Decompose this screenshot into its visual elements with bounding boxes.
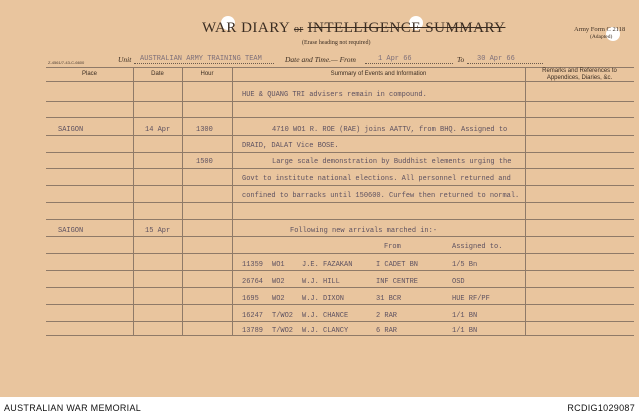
from-dotted-line [365,63,453,64]
row-rule [46,185,634,186]
col-divider-3 [232,67,233,335]
print-code: Z-4561/7-43-C-6600 [48,60,85,65]
row-rule [46,236,634,237]
entry-date: 15 Apr [145,227,171,235]
col-head-summary: Summary of Events and Information [330,71,427,77]
title-or: or [293,24,304,35]
arrival-assigned: OSD [452,278,465,286]
entry-summary: Govt to institute national elections. All personnel returned and [242,175,511,183]
row-rule [46,321,634,322]
arrivals-assigned-header: Assigned to. [452,243,503,251]
entry-hour: 1300 [196,126,213,134]
arrival-assigned: 1/1 BN [452,312,478,320]
entry-summary: Large scale demonstration by Buddhist elements urging the [272,158,512,166]
col-divider-1 [133,67,134,335]
arrival-no: 26764 [242,278,264,286]
arrival-no: 13789 [242,327,264,335]
row-rule [46,202,634,203]
table-bottom-border [46,335,634,336]
row-rule [46,152,634,153]
entry-summary: Following new arrivals marched in:- [290,227,438,235]
unit-dotted-line [134,63,274,64]
arrival-name: W.J. HILL [302,278,340,286]
row-rule [46,287,634,288]
page-title [202,20,505,37]
record-id: RCDIG1029087 [567,403,635,413]
col-head-date: Date [151,71,164,77]
entry-summary: DRAID, DALAT Vice BOSE. [242,142,339,150]
arrival-rank: WO2 [272,278,285,286]
title-intelligence-summary: INTELLIGENCE SUMMARY [307,20,506,36]
arrival-rank: WO1 [272,261,285,269]
arrival-rank: WO2 [272,295,285,303]
col-divider-4 [525,67,526,335]
row-rule [46,101,634,102]
arrival-assigned: 1/1 BN [452,327,478,335]
form-adapted: (Adapted) [590,34,613,40]
unit-label: Unit [118,55,132,64]
form-number: Army Form C 2118 [574,26,626,33]
arrival-no: 11359 [242,261,264,269]
arrival-rank: T/WO2 [272,312,294,320]
arrivals-from-header: From [384,243,401,251]
row-rule [46,168,634,169]
col-divider-2 [182,67,183,335]
arrival-from: 2 RAR [376,312,398,320]
row-rule [46,117,634,118]
to-value: 30 Apr 66 [477,55,515,63]
to-dotted-line [467,63,543,64]
arrival-name: W.J. CHANCE [302,312,349,320]
entry-summary: 4710 WO1 R. ROE (RAE) joins AATTV, from BHQ. Assigned to [272,126,508,134]
arrival-no: 16247 [242,312,264,320]
row-rule [46,253,634,254]
row-rule [46,304,634,305]
arrival-name: W.J. CLANCY [302,327,349,335]
row-rule [46,219,634,220]
archive-name: AUSTRALIAN WAR MEMORIAL [4,403,142,413]
entry-date: 14 Apr [145,126,171,134]
arrival-no: 1695 [242,295,259,303]
arrival-name: W.J. DIXON [302,295,345,303]
col-head-hour: Hour [200,71,214,77]
entry-place: SAIGON [58,227,84,235]
unit-value: AUSTRALIAN ARMY TRAINING TEAM [140,55,262,63]
title-war-diary: WAR DIARY [202,20,290,36]
arrival-rank: T/WO2 [272,327,294,335]
arrival-from: 6 RAR [376,327,398,335]
title-subtitle: (Erase heading not required) [302,40,371,46]
entry-summary: HUE & QUANG TRI advisers remain in compound. [242,91,427,99]
to-label: To [457,55,465,64]
arrival-assigned: 1/5 Bn [452,261,478,269]
entry-hour: 1500 [196,158,213,166]
entry-summary: confined to barracks until 150600. Curfew then returned to normal. [242,192,520,200]
arrival-from: 31 BCR [376,295,402,303]
arrival-from: INF CENTRE [376,278,419,286]
arrival-from: I CADET BN [376,261,419,269]
entry-place: SAIGON [58,126,84,134]
col-head-remarks: Remarks and References to Appendices, Diaries, &c. [542,68,617,81]
row-rule [46,270,634,271]
arrival-name: J.E. FAZAKAN [302,261,353,269]
col-head-place: Place [81,71,97,77]
datetime-label: Date and Time.— From [285,55,356,64]
from-value: 1 Apr 66 [378,55,412,63]
row-rule [46,135,634,136]
arrival-assigned: HUE RF/PF [452,295,490,303]
